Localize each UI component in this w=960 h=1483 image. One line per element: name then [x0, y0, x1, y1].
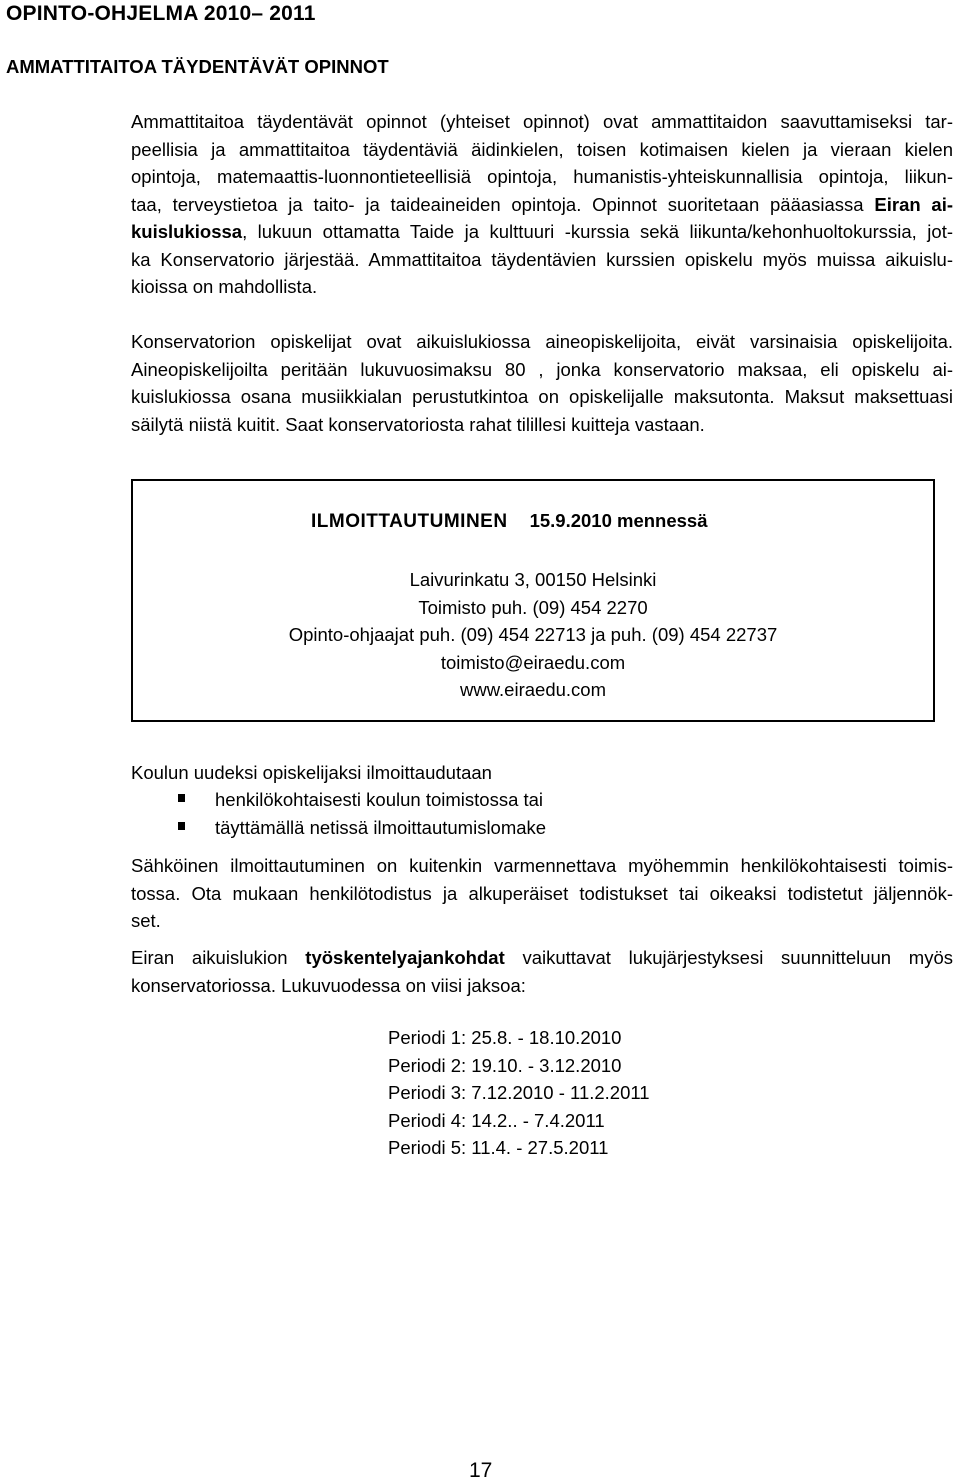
working-periods-bold: työskentelyajankohdat	[305, 947, 505, 968]
intro-text: Ammattitaitoa täydentävien kurssien opiskelu myös muissa aikuislu-	[368, 248, 954, 270]
registration-heading	[311, 510, 811, 533]
list-item	[178, 789, 543, 811]
bullet-square-icon	[178, 794, 185, 802]
contact-address: Laivurinkatu 3, 00150 Helsinki	[409, 569, 657, 590]
schedule-paragraph	[131, 944, 953, 999]
intro-line: peellisia ja ammattitaitoa täydentäviä äidinkielen, toisen kotimaisen kielen ja vieraan kielen	[131, 138, 953, 160]
new-students-intro: Koulun uudeksi opiskelijaksi ilmoittaudutaan	[131, 762, 492, 783]
list-item-text: täyttämällä netissä ilmoittautumislomake	[215, 817, 547, 838]
period-item: Periodi 5: 11.4. - 27.5.2011	[388, 1137, 609, 1158]
contact-counselor-phones: Opinto-ohjaajat puh. (09) 454 22713 ja puh. (09) 454 22737	[288, 624, 778, 645]
electronic-registration-paragraph	[131, 852, 953, 935]
contact-block	[131, 566, 935, 704]
intro-line	[131, 218, 953, 246]
fees-text: kuislukiossa osana musiikkialan perustutkintoa on opiskelijalle maksutonta.	[131, 386, 775, 407]
intro-line: kioissa on mahdollista.	[131, 276, 318, 297]
fees-line	[131, 383, 953, 411]
list-item-text: henkilökohtaisesti koulun toimistossa tai	[215, 789, 544, 810]
intro-paragraph	[131, 108, 953, 301]
fees-line	[131, 411, 953, 439]
schedule-line	[131, 944, 953, 972]
fees-line: Aineopiskelijoilta peritään lukuvuosimaksu 80 , jonka konservatorio maksaa, eli opiskelu ai-	[131, 358, 953, 380]
bullet-square-icon	[178, 822, 185, 830]
schedule-line: konservatoriossa. Lukuvuodessa on viisi jaksoa:	[131, 974, 526, 996]
contact-office-phone: Toimisto puh. (09) 454 2270	[418, 596, 648, 618]
fees-paragraph	[131, 328, 953, 438]
electronic-line: tossa. Ota mukaan henkilötodistus ja alkuperäiset todistukset tai oikeaksi todistetut jäljennök-	[131, 882, 953, 904]
periods-list	[388, 1024, 650, 1162]
registration-deadline: 15.9.2010 mennessä	[529, 510, 708, 531]
schedule-text: vaikuttavat lukujärjestyksesi suunnitteluun myös	[522, 947, 954, 968]
period-item: Periodi 1: 25.8. - 18.10.2010	[388, 1027, 622, 1048]
period-item: Periodi 2: 19.10. - 3.12.2010	[388, 1054, 622, 1076]
fees-text: Maksut maksettuasi	[784, 386, 954, 407]
intro-line: Ammattitaitoa täydentävät opinnot (yhteiset opinnot) ovat ammattitaidon saavuttamiseksi tar-	[131, 111, 953, 132]
list-item	[178, 817, 546, 839]
contact-website: www.eiraedu.com	[459, 679, 606, 700]
fees-text: säilytä niistä kuitit.	[131, 413, 281, 435]
intro-line	[131, 191, 953, 219]
fees-line: Konservatorion opiskelijat ovat aikuislukiossa aineopiskelijoita, eivät varsinaisia opiskelijoita.	[131, 331, 953, 352]
registration-title: ILMOITTAUTUMINEN	[311, 511, 508, 532]
school-name-bold: Eiran ai-	[874, 193, 954, 215]
intro-text: ka Konservatorio järjestää.	[131, 248, 360, 270]
electronic-line: set.	[131, 910, 161, 931]
electronic-line: Sähköinen ilmoittautuminen on kuitenkin varmennettava myöhemmin henkilökohtaisesti toimis-	[131, 855, 953, 876]
school-name-bold: kuislukiossa	[131, 221, 243, 242]
schedule-text: Eiran aikuislukion	[131, 947, 288, 968]
intro-line: opintoja, matemaattis-luonnontieteellisiä opintoja, humanistis-yhteiskunnallisia opintoja, liikun-	[131, 166, 953, 187]
page-title: OPINTO-OHJELMA 2010– 2011	[6, 2, 316, 25]
page-number: 17	[469, 1459, 493, 1482]
fees-text: Saat konservatoriosta rahat tilillesi kuitteja vastaan.	[285, 413, 705, 435]
period-item: Periodi 4: 14.2.. - 7.4.2011	[388, 1109, 605, 1131]
intro-text: , lukuun ottamatta Taide ja kulttuuri -kurssia sekä liikunta/kehonhuoltokurssia, jot-	[242, 221, 953, 242]
intro-text: Opinnot suoritetaan pääasiassa	[592, 193, 864, 215]
intro-text: taa, terveystietoa ja taito- ja taideaineiden opintoja.	[131, 193, 582, 215]
contact-email: toimisto@eiraedu.com	[440, 651, 626, 673]
intro-line	[131, 246, 953, 274]
section-title: AMMATTITAITOA TÄYDENTÄVÄT OPINNOT	[6, 56, 389, 77]
period-item: Periodi 3: 7.12.2010 - 11.2.2011	[388, 1082, 650, 1103]
